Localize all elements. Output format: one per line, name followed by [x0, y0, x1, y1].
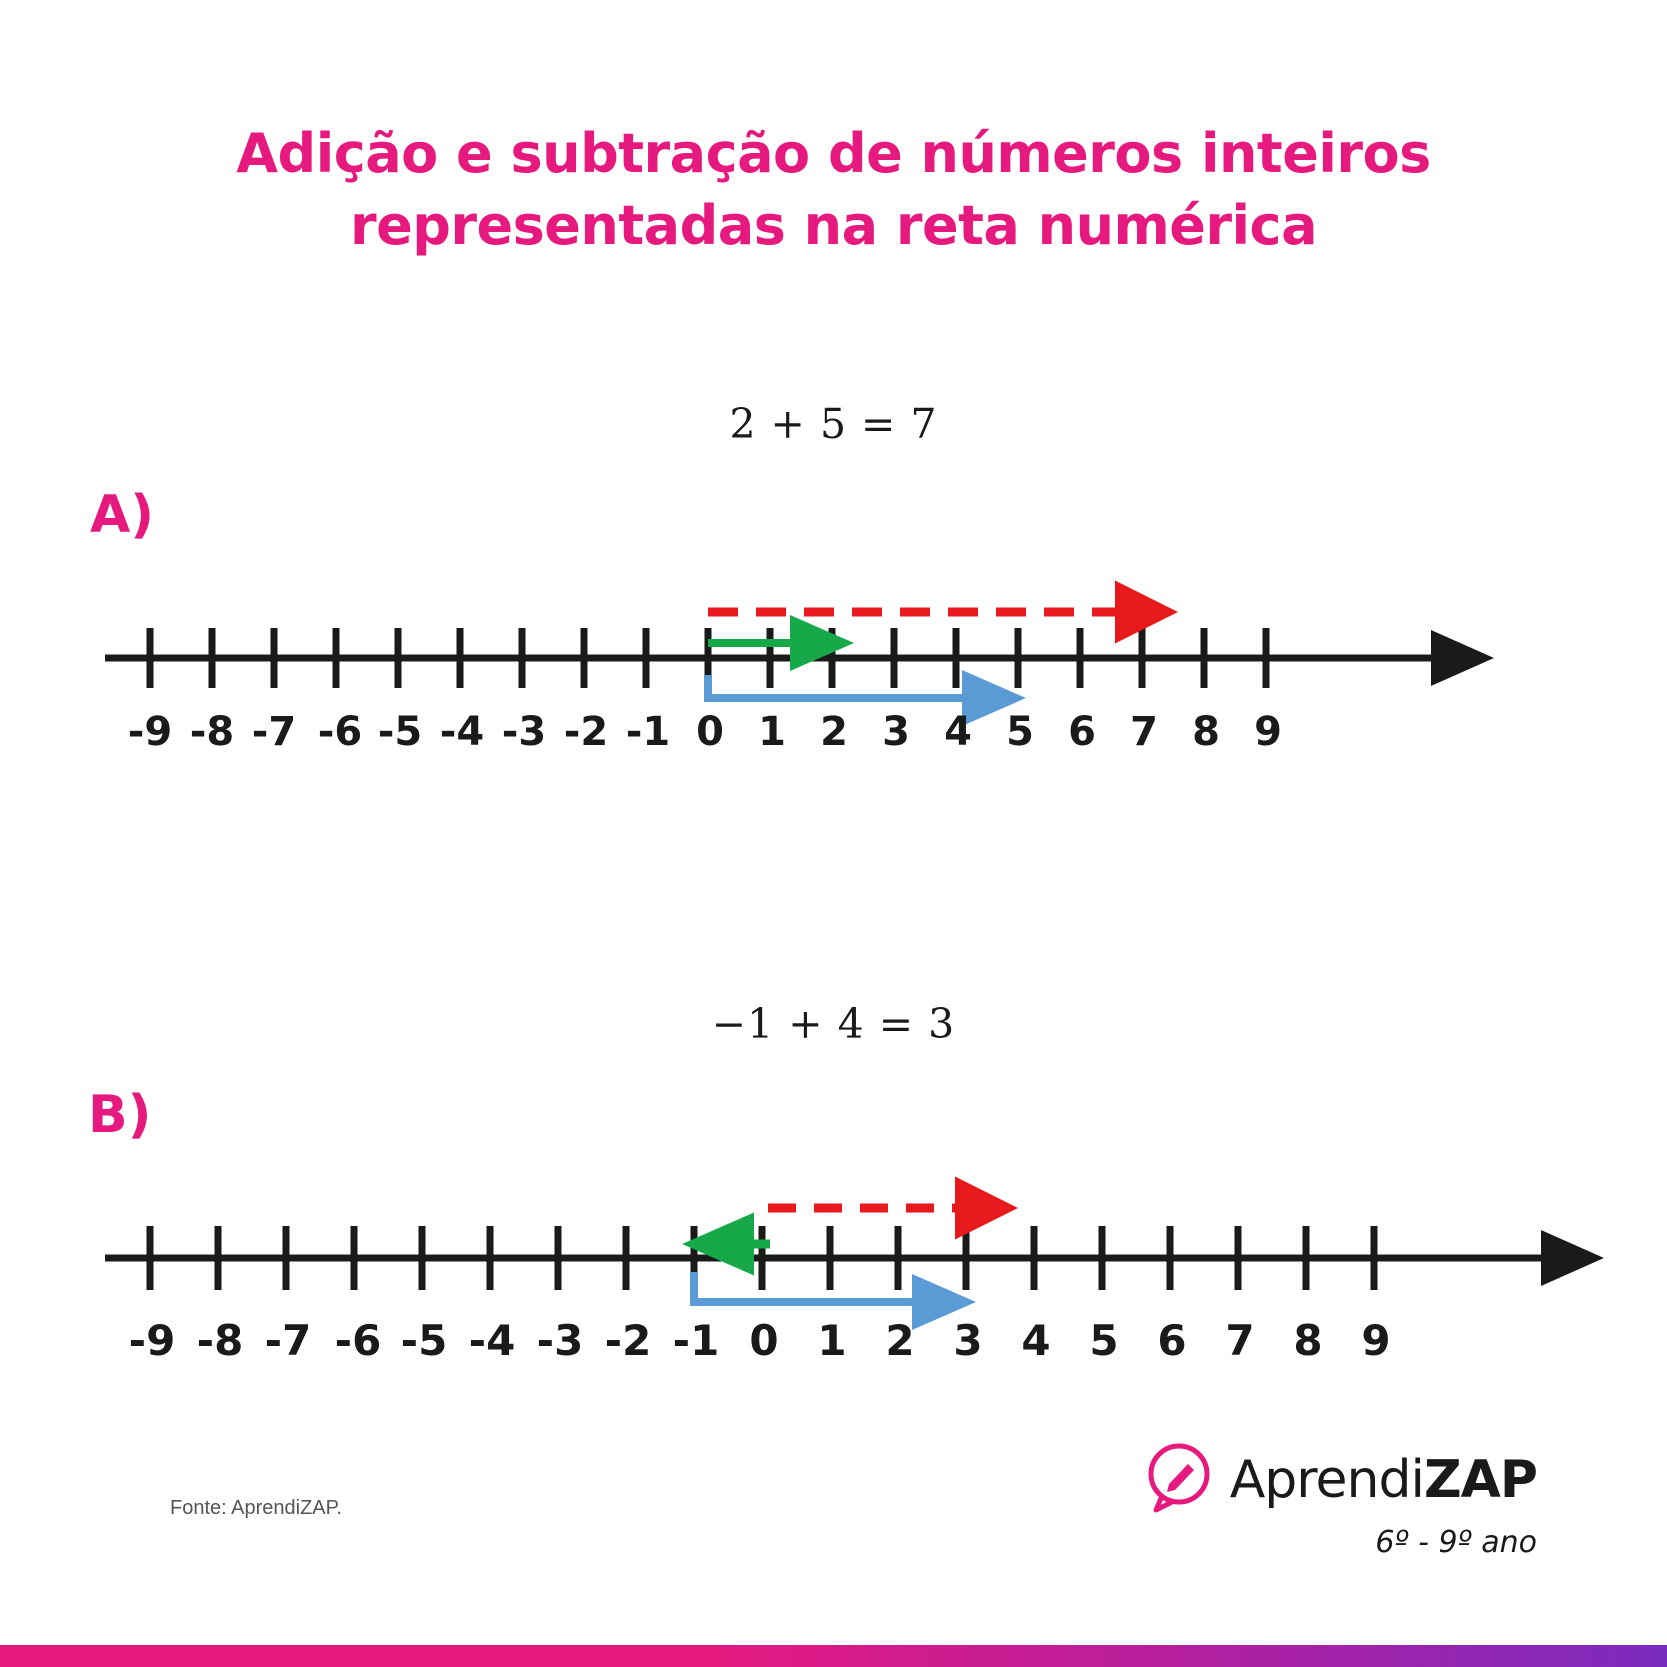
svg-text:-9: -9 — [128, 1316, 176, 1365]
brand-subtitle: 6º - 9º ano — [1375, 1525, 1537, 1560]
svg-text:-5: -5 — [377, 709, 423, 755]
tick-labels-b — [129, 1316, 1391, 1365]
svg-text:3: 3 — [953, 1316, 983, 1365]
svg-text:8: 8 — [1192, 709, 1220, 755]
svg-text:7: 7 — [1130, 709, 1158, 755]
svg-text:-6: -6 — [317, 709, 363, 755]
svg-text:-8: -8 — [196, 1316, 244, 1365]
svg-text:2: 2 — [885, 1316, 915, 1365]
svg-text:8: 8 — [1293, 1316, 1323, 1365]
brand-name-bold: ZAP — [1423, 1449, 1537, 1510]
svg-text:0: 0 — [696, 709, 724, 755]
svg-text:9: 9 — [1361, 1316, 1391, 1365]
svg-text:-7: -7 — [251, 709, 297, 755]
page-title-line-1: Adição e subtração de números inteiros — [236, 122, 1431, 185]
tick-labels-a — [128, 709, 1282, 755]
item-label-b: B) — [88, 1085, 152, 1145]
source-note: Fonte: AprendiZAP. — [170, 1497, 342, 1519]
svg-text:9: 9 — [1254, 709, 1282, 755]
svg-text:-8: -8 — [189, 709, 235, 755]
brand-block — [1142, 1440, 1537, 1560]
svg-text:2: 2 — [820, 709, 848, 755]
svg-text:4: 4 — [944, 709, 972, 755]
footer-gradient-bar — [0, 1645, 1667, 1667]
svg-text:4: 4 — [1021, 1316, 1051, 1365]
svg-text:-1: -1 — [672, 1316, 720, 1365]
page-title-line-2: representadas na reta numérica — [349, 194, 1318, 258]
svg-text:-2: -2 — [563, 709, 609, 755]
number-line-b — [0, 1160, 1667, 1370]
svg-text:3: 3 — [882, 709, 910, 755]
svg-text:7: 7 — [1225, 1316, 1255, 1365]
svg-text:-3: -3 — [536, 1316, 584, 1365]
svg-text:1: 1 — [817, 1316, 847, 1365]
pencil-logo-icon — [1142, 1440, 1216, 1519]
equation-a: 2 + 5 = 7 — [729, 400, 938, 448]
svg-text:-1: -1 — [625, 709, 671, 755]
equation-b: −1 + 4 = 3 — [711, 1000, 956, 1048]
svg-text:-4: -4 — [439, 709, 485, 755]
page-title — [0, 118, 1667, 263]
svg-text:5: 5 — [1089, 1316, 1119, 1365]
brand-name — [1230, 1450, 1537, 1510]
svg-text:0: 0 — [749, 1316, 779, 1365]
svg-text:-5: -5 — [400, 1316, 448, 1365]
item-label-a: A) — [90, 485, 155, 545]
svg-text:6: 6 — [1068, 709, 1096, 755]
svg-text:-6: -6 — [334, 1316, 382, 1365]
svg-text:5: 5 — [1006, 709, 1034, 755]
svg-text:6: 6 — [1157, 1316, 1187, 1365]
svg-text:-4: -4 — [468, 1316, 516, 1365]
number-line-a — [0, 570, 1667, 780]
blue-arrow-a — [708, 675, 1010, 698]
svg-text:-9: -9 — [127, 709, 173, 755]
brand-name-light: Aprendi — [1229, 1449, 1424, 1510]
svg-text:1: 1 — [758, 709, 786, 755]
svg-text:-3: -3 — [501, 709, 547, 755]
svg-text:-7: -7 — [264, 1316, 312, 1365]
svg-text:-2: -2 — [604, 1316, 652, 1365]
